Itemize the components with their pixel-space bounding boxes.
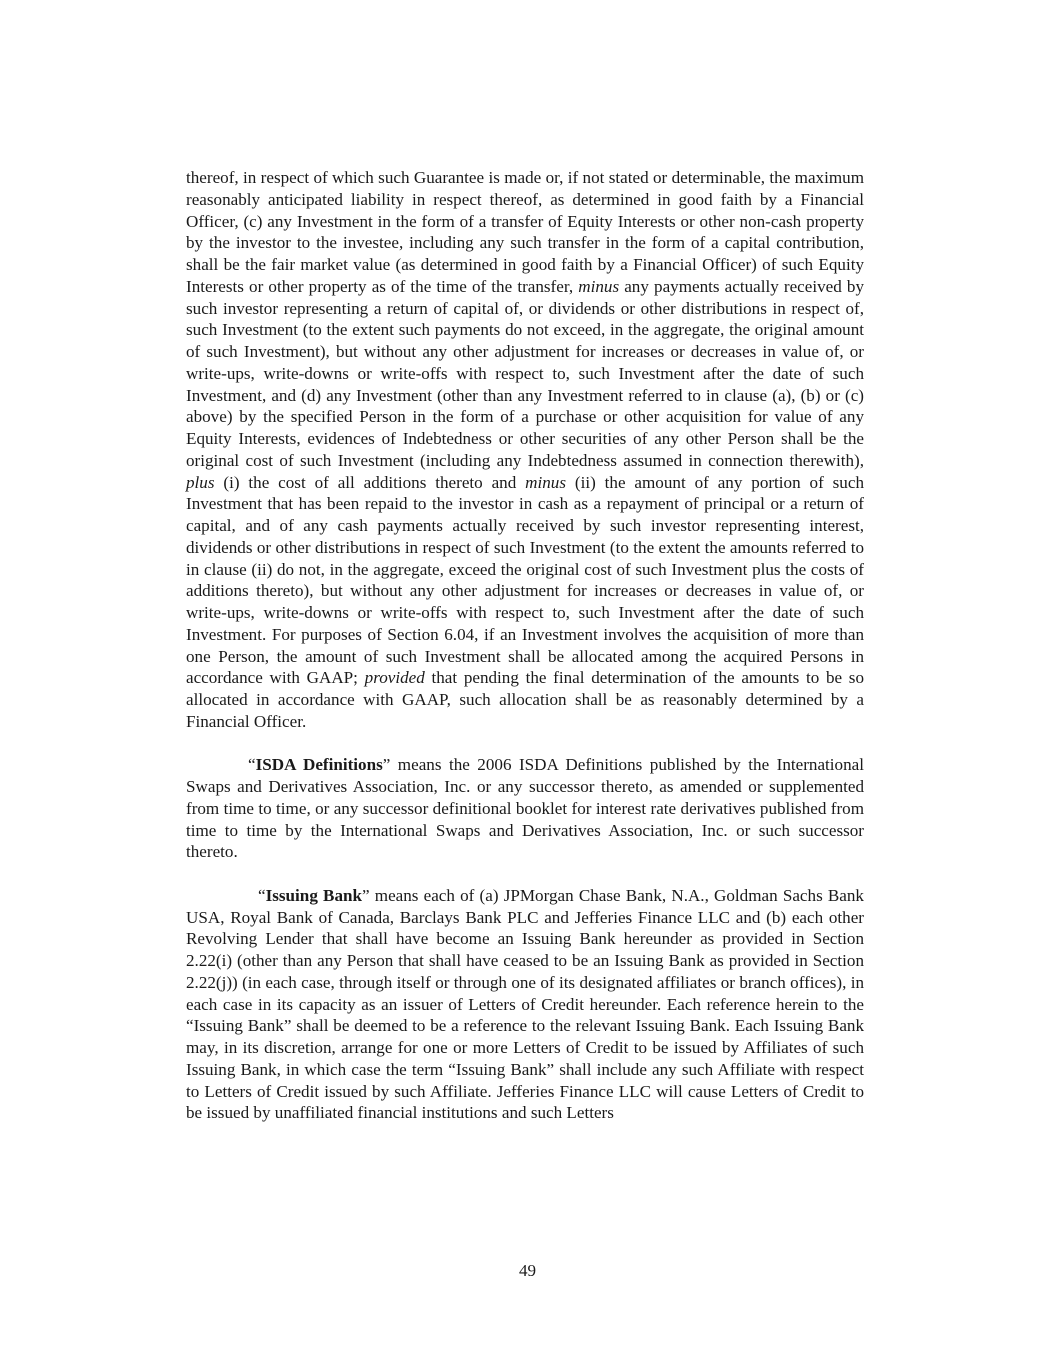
paragraph-text: ” means the 2006 ISDA Definitions published by the International Swaps and Derivatives Association, Inc. or any successor thereto, as amended or supplemented from time to time, or any successor definitional booklet for interest rate derivatives published from time to time by the International Swaps and Derivatives Association, Inc. or such successor thereto. bbox=[186, 755, 864, 862]
paragraph-text: (ii) the amount of any portion of such Investment that has been repaid to the investor in cash as a repayment of principal or a return of capital, and of any cash payments actually received by such investor representing interest, dividends or other distributions in respect of such Investment (to the extent the amounts referred to in clause (ii) do not, in the aggregate, exceed the original cost of such Investment plus the costs of additions thereto), but without any other adjustment for increases or decreases in value of, or write-ups, write-downs or write-offs with respect to, such Investment after the date of such Investment. For purposes of Section 6.04, if an Investment involves the acquisition of more than one Person, the amount of such Investment shall be allocated among the acquired Persons in accordance with GAAP; bbox=[186, 472, 864, 688]
paragraph-text: ” means each of (a) JPMorgan Chase Bank, N.A., Goldman Sachs Bank USA, Royal Bank of Canada, Barclays Bank PLC and Jefferies Finance LLC and (b) each other Revolving Lender that shall have become an Issuing Bank hereunder as provided in Section 2.22(i) (other than any Person that shall have ceased to be an Issuing Bank as provided in Section 2.22(j)) (in each case, through itself or through one of its designated affiliates or branch offices), in each case in its capacity as an issuer of Letters of Credit hereunder. Each reference herein to the “Issuing Bank” shall be deemed to be a reference to the relevant Issuing Bank. Each Issuing Bank may, in its discretion, arrange for one or more Letters of Credit to be issued by Affiliates of such Issuing Bank, in which case the term “Issuing Bank” shall include any such Affiliate with respect to Letters of Credit issued by such Affiliate. Jefferies Finance LLC will cause Letters of Credit to be issued by unaffiliated financial institutions and such Letters bbox=[186, 885, 864, 1123]
paragraph-text: that pending the final determination of the amounts to be so allocated in accordance with GAAP, such allocation shall be as reasonably determined by a Financial Officer. bbox=[186, 668, 864, 731]
paragraph-text: any payments actually received by such investor representing a return of capital of, or dividends or other distributions in respect of, such Investment (to the extent such payments do not exceed, in the aggregate, the original amount of such Investment), but without any other adjustment for increases or decreases in value of, or write-ups, write-downs or write-offs with respect to, such Investment after the date of such Investment, and (d) any Investment (other than any Investment referred to in clause (a), (b) or (c) above) by the specified Person in the form of a purchase or other acquisition for value of any Equity Interests, evidences of Indebtedness or other securities of any other Person shall be the original cost of such Investment (including any Indebtedness assumed in connection therewith), bbox=[186, 276, 865, 470]
page-number: 49 bbox=[518, 1261, 537, 1280]
open-quote: “ bbox=[248, 755, 256, 775]
defined-term-issuing-bank: Issuing Bank bbox=[265, 885, 363, 905]
investment-definition-continuation bbox=[186, 167, 864, 733]
italic-term: plus bbox=[186, 472, 215, 492]
paragraph-text: (i) the cost of all additions thereto and bbox=[214, 472, 526, 492]
italic-term: minus bbox=[525, 472, 566, 492]
open-quote: “ bbox=[258, 885, 266, 905]
isda-definitions-paragraph bbox=[186, 754, 864, 863]
paragraph-text: thereof, in respect of which such Guarantee is made or, if not stated or determinable, the maximum reasonably anticipated liability in respect thereof, as determined in good faith by a Financial Officer, (c) any Investment in the form of a transfer of Equity Interests or other non-cash property by the investor to the investee, including any such transfer in the form of a capital contribution, shall be the fair market value (as determined in good faith by a Financial Officer) of such Equity Interests or other property as of the time of the transfer, bbox=[186, 168, 864, 296]
issuing-bank-paragraph bbox=[186, 885, 864, 1124]
defined-term-isda-definitions: ISDA Definitions bbox=[255, 755, 383, 775]
italic-term: provided bbox=[364, 668, 425, 688]
document-body bbox=[186, 167, 864, 1124]
italic-term: minus bbox=[578, 276, 620, 296]
